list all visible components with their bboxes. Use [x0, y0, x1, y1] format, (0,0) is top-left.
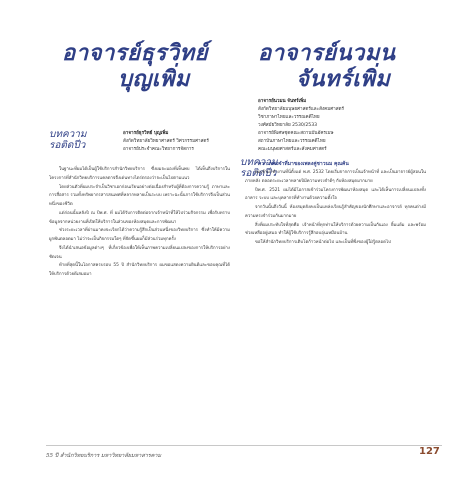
- paragraph: ขอให้สำนักวิทยบริการเติบโตก้าวหน้าต่อไป และเป็นที่พึ่งของผู้ใฝ่รู้ตลอดไป: [255, 240, 391, 245]
- body-column-right: [245, 169, 426, 248]
- paragraph: จากวันนั้นถึงวันนี้ ห้องสมุดยังคงเป็นแหล่งเรียนรู้สำคัญของนักศึกษาและอาจารย์ ทุกคนต่างมีความทรงจำร่วมกันมากมาย: [245, 205, 426, 219]
- footer-divider: [46, 445, 442, 446]
- caption-left: [49, 129, 86, 151]
- author-info-right-name: อาจารย์นวมน จันทร์เพิ่ม: [258, 99, 307, 104]
- paragraph: ช่วงระยะเวลาที่ผ่านมาคงจะเรียกได้ว่าความรู้สึกเป็นส่วนหนึ่งของวิทยบริการ ซึ่งทำให้มีความผูกพันตลอดมา ไม่ว่าจะเป็นกิจกรรมใดๆ ที่จัดขึ้นผมก็มีส่วนร่วมทุกครั้ง: [49, 228, 230, 242]
- caption-left-line1: บทความ: [49, 129, 87, 140]
- section-heading: ความทรงจำที่มาของเพลงคู่ชาวนม คุณค้น: [258, 161, 349, 167]
- paragraph: ท้ายที่สุดนี้ในโอกาสครบรอบ 55 ปี สำนักวิทยบริการ ผมขอแสดงความยินดีและขอบคุณที่ได้ให้บริการด้วยดีเสมอมา: [49, 263, 230, 277]
- author-info-right-line6: สถาบันภาษาไทยและวรรณคดีไทย: [258, 139, 326, 144]
- body-column-left: [49, 166, 230, 280]
- caption-left-line2: รอติดปีว: [49, 140, 86, 151]
- footer-title: 55 ปี สำนักวิทยบริการ มหาวิทยาลัยมหาสารคาม: [46, 453, 162, 459]
- author-info-right-line5: อาจารย์พิเศษชุดคณะสถานบันอัครเมษ: [258, 131, 334, 136]
- paragraph: ปีพ.ศ. 2521 ผมได้มีโอกาสเข้าร่วมโครงการพัฒนาห้องสมุด และได้เห็นการเปลี่ยนแปลงทั้งอาคาร ระบบ และบุคลากรที่ทำงานด้วยความตั้งใจ: [245, 187, 426, 202]
- caption-right-line2: รอติดปีว: [240, 168, 277, 179]
- page-number: 127: [419, 446, 440, 457]
- paragraph: สิ่งที่ผมประทับใจที่สุดคือ เจ้าหน้าที่ทุกท่านให้บริการด้วยความเป็นกันเอง ยิ้มแย้ม และพร้อมช่วยเหลืออยู่เสมอ ทำให้ผู้ใช้บริการรู้สึกอบอุ่นเหมือนบ้าน: [245, 222, 426, 237]
- author-surname-right: จันทร์เพิ่ม: [296, 66, 391, 92]
- author-info-right-line7: คณะมนุษยศาสตร์และสังคมศาสตร์: [258, 147, 327, 152]
- author-surname-left: บุญเพิ่ม: [118, 66, 190, 92]
- author-info-left-name: อาจารย์ธุรวิทย์ บุญเพิ่ม: [123, 131, 169, 136]
- author-info-left: [123, 130, 209, 154]
- paragraph: ผมเข้ามาทำงานที่นี่ตั้งแต่ พ.ศ. 2532 โดยเริ่มจากการเป็นเจ้าหน้าที่ และเป็นอาจารย์ผู้สอนในภายหลัง ตลอดระยะเวลาหลายปีมีความทรงจำดีๆ กับห้องสมุดมากมาย: [245, 170, 426, 184]
- caption-right-line1: บทความ: [240, 157, 278, 168]
- author-info-left-position: อาจารย์ประจำคณะวิทยาการจัดการ: [123, 147, 194, 152]
- author-info-right-line4: วงศ์สมัยวิทยาลัย 2530/2533: [258, 123, 318, 128]
- author-info-left-affiliation: สังกัดวิทยาลัยวิทยาศาสตร์ วิศวกรรมศาสตร์: [123, 139, 209, 144]
- paragraph: แต่ก่อนนั้นหลังปี ณ ปีพ.ศ. ที่ ผมได้รับการติดต่อจากเจ้าหน้าที่ให้ไปร่วมกิจกรรม เพื่อรับทราบข้อมูลจากหน่วยงานที่เปิดให้บริการในส่วนของห้องสมุดและการพัฒนา: [49, 210, 230, 225]
- paragraph: ในฐานะที่ผมได้เป็นผู้ใช้บริการสำนักวิทยบริการ ซึ่งผมจะมองที่เห็นพบ ได้เห็นถึงบริการในโครงการที่สำนักวิทยบริการแคลตาจจึงเด่นทางไตร่ตรองว่าจะเป็นไปตามแนว: [49, 167, 230, 181]
- paragraph: จึงได้นำเสนอข้อมูลต่างๆ ที่เกี่ยวข้องเพื่อให้เห็นภาพความเปลี่ยนแปลงของการให้บริการอย่างชัดเจน: [49, 245, 230, 260]
- author-info-right: [258, 98, 344, 154]
- author-info-right-line2: สังกัดวิทยาลัยมนุษยศาสตร์และสังคมศาสตร์: [258, 107, 344, 112]
- author-name-right: อาจารย์นวมน: [258, 40, 396, 66]
- author-name-left: อาจารย์ธุรวิทย์: [62, 40, 209, 66]
- paragraph: โดยส่วนตัวที่ผมประจำเป็นวิชาเอกก่อนเรียนอย่างต่อเนื่องสำหรับผู้ที่ต้องการความรู้ ภาษาและการสื่อสาร รวมทั้งทรัพยากรสารสนเทศที่หลากหลายเป็นระบบ เพราะฉะนั้นการใช้บริการจึงเป็นส่วนหนึ่งของชีวิต: [49, 184, 230, 207]
- author-info-right-line3: วิชาภาษาไทยและวรรณคดีไทย: [258, 115, 320, 120]
